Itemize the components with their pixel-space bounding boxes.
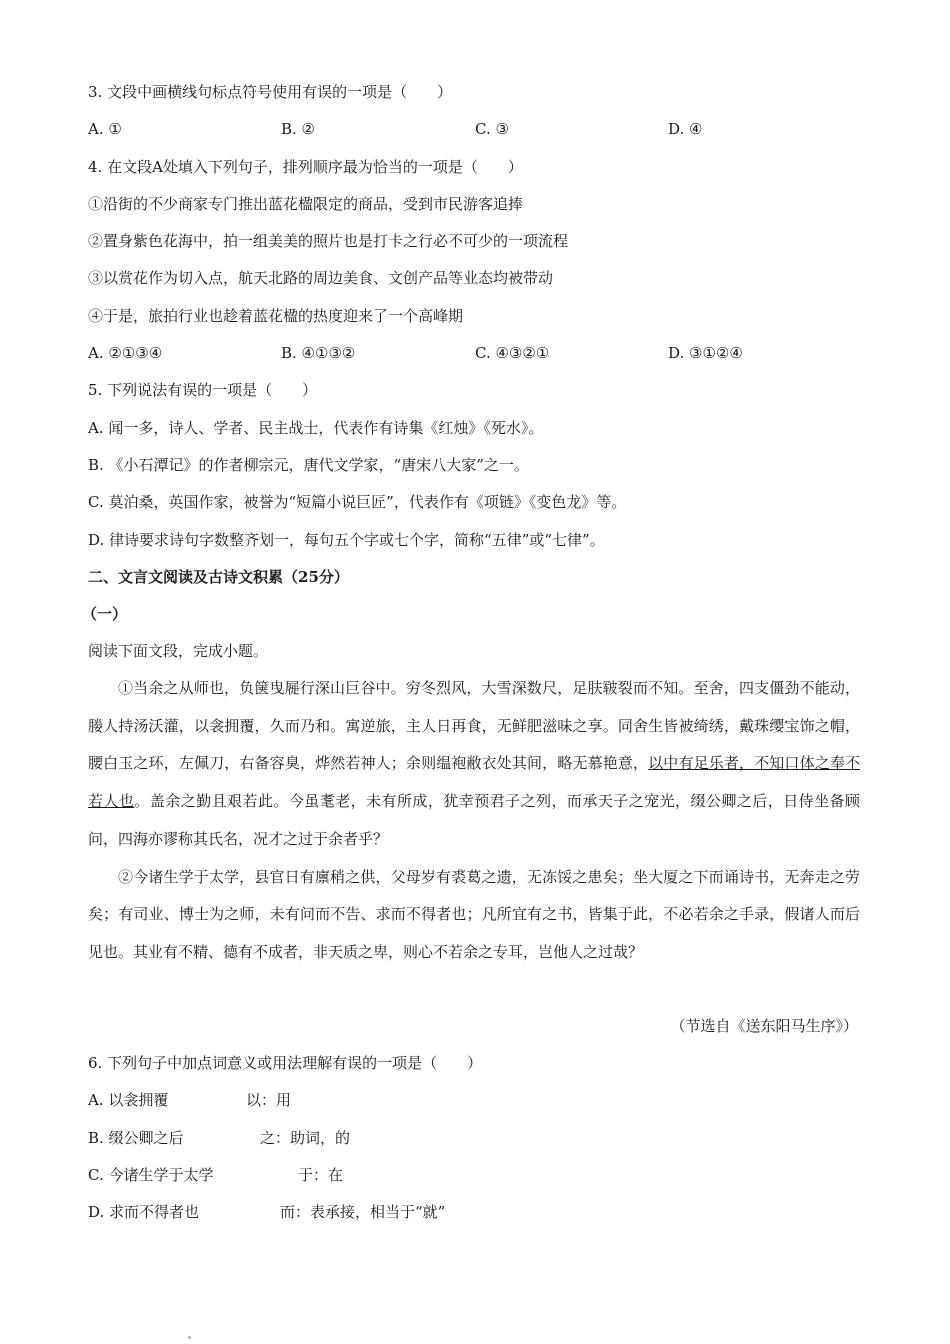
section-subtitle: （一） xyxy=(82,605,128,623)
q6-stem: 6. 下列句子中加点词意义或用法理解有误的一项是（ ） xyxy=(88,1054,483,1072)
q5-stem: 5. 下列说法有误的一项是（ ） xyxy=(88,381,318,399)
q4-sentence-3: ③以赏花作为切入点，航天北路的周边美食、文创产品等业态均被带动 xyxy=(88,269,554,287)
page-speck xyxy=(188,1336,191,1339)
q3-options xyxy=(88,119,868,139)
q6-option-b-meaning: 之：助词，的 xyxy=(260,1129,351,1147)
classical-passage xyxy=(88,670,860,972)
q5-option-b[interactable]: B. 《小石潭记》的作者柳宗元，唐代文学家，“唐宋八大家”之一。 xyxy=(88,456,529,474)
q6-option-c[interactable] xyxy=(88,1165,868,1185)
q4-option-c[interactable]: C. ④③②① xyxy=(475,344,550,362)
q6-option-b-phrase: B. 缀公卿之后 xyxy=(88,1129,184,1147)
q6-option-a-phrase: A. 以衾拥覆 xyxy=(88,1091,169,1109)
reading-instruction: 阅读下面文段，完成小题。 xyxy=(88,642,269,660)
q4-stem: 4. 在文段A处填入下列句子，排列顺序最为恰当的一项是（ ） xyxy=(88,158,523,176)
q5-option-a[interactable]: A. 闻一多，诗人、学者、民主战士，代表作有诗集《红烛》《死水》。 xyxy=(88,419,544,437)
q6-option-b[interactable] xyxy=(88,1128,868,1148)
q3-option-d[interactable]: D. ④ xyxy=(668,120,703,138)
section-title: 二、文言文阅读及古诗文积累（25分） xyxy=(88,568,349,586)
q3-option-c[interactable]: C. ③ xyxy=(475,120,509,138)
q4-option-a[interactable]: A. ②①③④ xyxy=(88,344,163,362)
q3-option-b[interactable]: B. ② xyxy=(281,120,316,138)
q4-options xyxy=(88,343,868,363)
q6-option-a-meaning: 以：用 xyxy=(246,1091,292,1109)
q5-option-c[interactable]: C. 莫泊桑，英国作家，被誉为“短篇小说巨匠”，代表作有《项链》《变色龙》等。 xyxy=(88,493,627,511)
underlined-sentence: 以中有足乐者，不知口体之奉不若人也 xyxy=(88,754,860,811)
q6-option-d-phrase: D. 求而不得者也 xyxy=(88,1203,200,1221)
passage-source: （节选自《送东阳马生序》） xyxy=(670,1017,858,1035)
q6-option-c-phrase: C. 今诸生学于太学 xyxy=(88,1166,214,1184)
q6-option-a[interactable] xyxy=(88,1090,868,1110)
q6-option-d[interactable] xyxy=(88,1202,868,1222)
passage-paragraph-2: ②今诸生学于太学，县官日有廪稍之供，父母岁有裘葛之遗，无冻馁之患矣；坐大厦之下而诵诗书，无奔走之劳矣；有司业、博士为之师，未有问而不告、求而不得者也；凡所宜有之书，皆集于此，不必若余之手录，假诸人而后见也。其业有不精、德有不成者，非天质之卑，则心不若余之专耳，岂他人之过哉？ xyxy=(88,867,860,961)
q4-sentence-2: ②置身紫色花海中，拍一组美美的照片也是打卡之行必不可少的一项流程 xyxy=(88,232,569,250)
q4-sentence-4: ④于是，旅拍行业也趁着蓝花楹的热度迎来了一个高峰期 xyxy=(88,307,464,325)
q4-sentence-1: ①沿街的不少商家专门推出蓝花楹限定的商品，受到市民游客追捧 xyxy=(88,195,524,213)
q5-option-d[interactable]: D. 律诗要求诗句字数整齐划一，每句五个字或七个字，简称“五律”或“七律”。 xyxy=(88,531,605,549)
q6-option-d-meaning: 而：表承接，相当于“就” xyxy=(280,1203,446,1221)
q3-stem: 3. 文段中画横线句标点符号使用有误的一项是（ ） xyxy=(88,83,453,101)
q6-option-c-meaning: 于：在 xyxy=(298,1166,344,1184)
q4-option-d[interactable]: D. ③①②④ xyxy=(668,344,743,362)
q3-option-a[interactable]: A. ① xyxy=(88,120,122,138)
passage-paragraph-1: ①当余之从师也，负箧曳屣行深山巨谷中。穷冬烈风，大雪深数尺，足肤皲裂而不知。至舍，四支僵劲不能动，媵人持汤沃灌，以衾拥覆，久而乃和。寓逆旅，主人日再食，无鲜肥滋味之享。同舍生皆被绮绣，戴珠缨宝饰之帽，腰白玉之环，左佩刀，右备容臭，烨然若神人；余则缊袍敝衣处其间，略无慕艳意，以中有足乐者，不知口体之奉不若人也。盖余之勤且艰若此。今虽耄老，未有所成，犹幸预君子之列，而承天子之宠光，缀公卿之后，日侍坐备顾问，四海亦谬称其氏名，况才之过于余者乎？ xyxy=(88,679,860,848)
q4-option-b[interactable]: B. ④①③② xyxy=(281,344,356,362)
